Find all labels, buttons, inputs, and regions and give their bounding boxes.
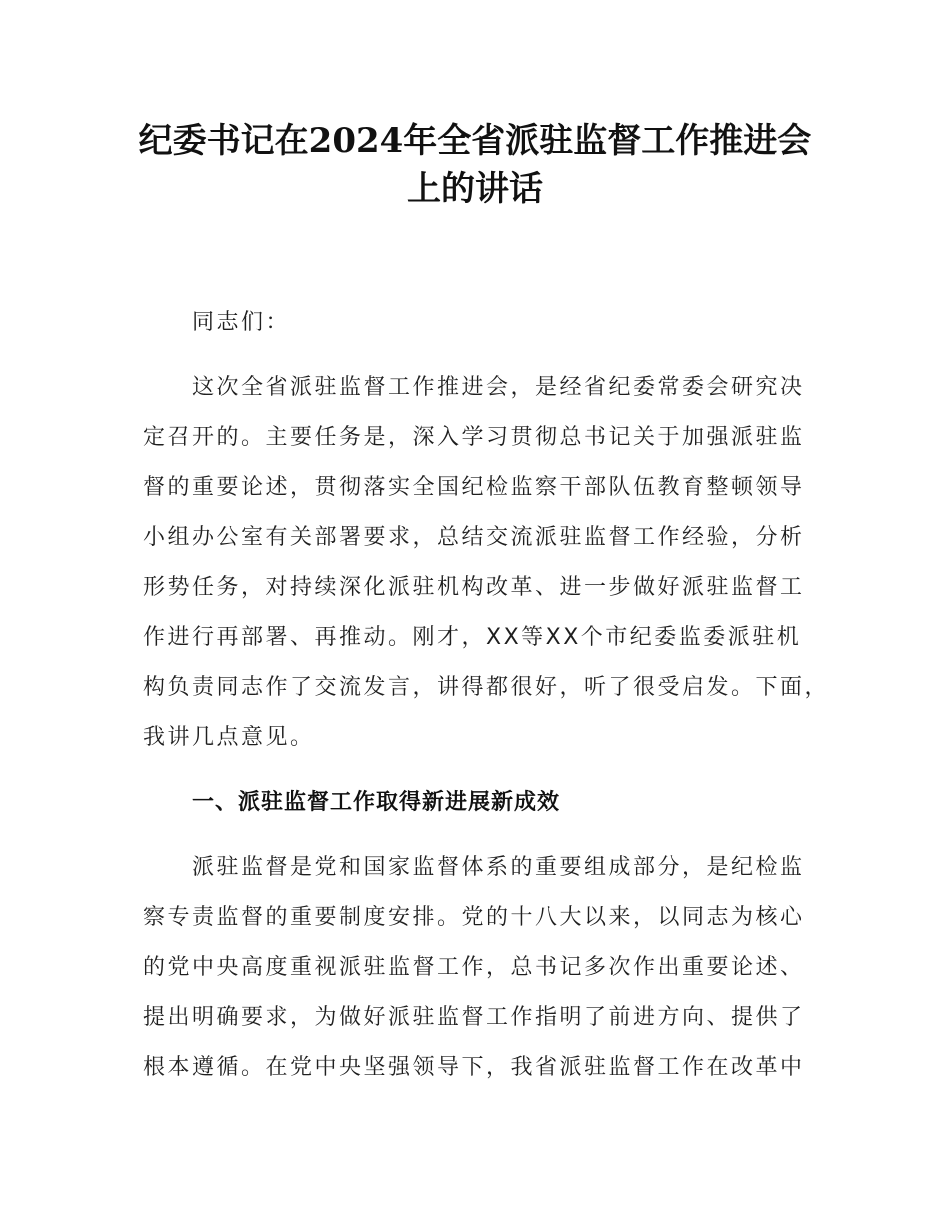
paragraph-2-line: 根本遵循。在党中央坚强领导下，我省派驻监督工作在改革中 (143, 1055, 805, 1080)
paragraph-1-line: 这次全省派驻监督工作推进会，是经省纪委常委会研究决 (192, 375, 805, 400)
paragraph-1-line: 小组办公室有关部署要求，总结交流派驻监督工作经验，分析 (143, 525, 805, 550)
paragraph-1-line: 督的重要论述，贯彻落实全国纪检监察干部队伍教育整顿领导 (143, 475, 805, 500)
paragraph-2-line: 派驻监督是党和国家监督体系的重要组成部分，是纪检监 (192, 855, 805, 880)
paragraph-1-line: 作进行再部署、再推动。刚才，XX等XX个市纪委监委派驻机 (143, 625, 802, 650)
paragraph-1-line: 定召开的。主要任务是，深入学习贯彻总书记关于加强派驻监 (143, 425, 805, 450)
paragraph-2-line: 提出明确要求，为做好派驻监督工作指明了前进方向、提供了 (143, 1005, 805, 1030)
salutation: 同志们： (192, 310, 291, 335)
document-title-line-1: 纪委书记在2024年全省派驻监督工作推进会 (138, 121, 812, 161)
paragraph-2-line: 察专责监督的重要制度安排。党的十八大以来，以同志为核心 (143, 905, 805, 930)
paragraph-2-line: 的党中央高度重视派驻监督工作，总书记多次作出重要论述、 (143, 955, 805, 980)
paragraph-1-line: 我讲几点意见。 (143, 725, 315, 750)
paragraph-1-line: 形势任务，对持续深化派驻机构改革、进一步做好派驻监督工 (143, 575, 805, 600)
paragraph-1-line: 构负责同志作了交流发言，讲得都很好，听了很受启发。下面， (143, 675, 830, 700)
section-heading: 一、派驻监督工作取得新进展新成效 (192, 790, 561, 815)
document-title-line-2: 上的讲话 (407, 169, 543, 209)
